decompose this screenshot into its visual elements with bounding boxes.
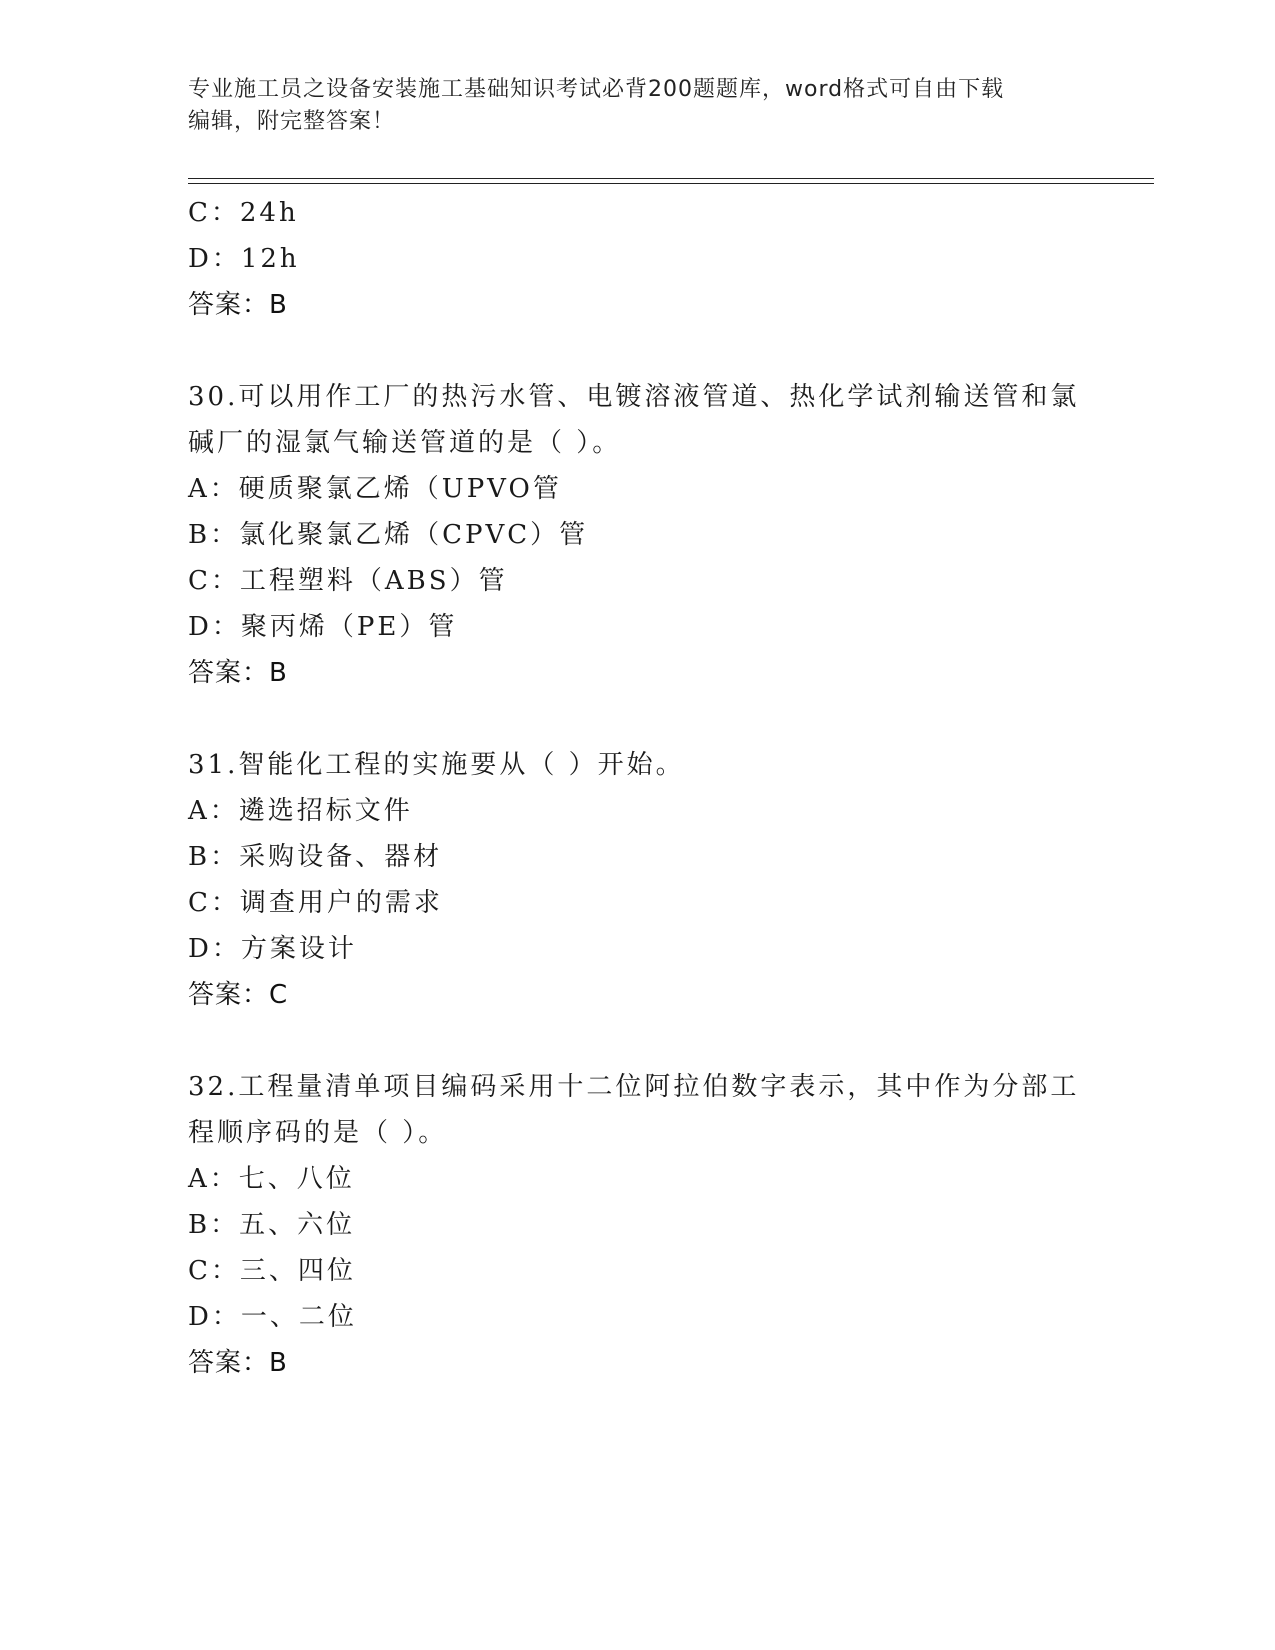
spacer [188, 328, 1088, 374]
question-31 [188, 742, 1088, 1018]
document-header [188, 74, 1088, 138]
option-b: B：五、六位 [188, 1210, 356, 1240]
question-stem-line-1: 31.智能化工程的实施要从（ ）开始。 [188, 750, 685, 780]
question-29-continued [188, 190, 1088, 328]
option-c: C：三、四位 [188, 1256, 356, 1286]
option-a: A：七、八位 [188, 1164, 355, 1194]
answer-line: 答案：C [188, 980, 289, 1010]
option-b: B：采购设备、器材 [188, 842, 443, 872]
spacer [188, 1018, 1088, 1064]
header-title-line-1: 专业施工员之设备安装施工基础知识考试必背200题题库，word格式可自由下载 [188, 77, 1005, 102]
option-b: B：氯化聚氯乙烯（CPVC）管 [188, 520, 589, 550]
question-stem-line-2: 程顺序码的是（ ）。 [188, 1118, 448, 1148]
spacer [188, 696, 1088, 742]
option-d: D：聚丙烯（PE）管 [188, 612, 458, 642]
header-title-line-2: 编辑，附完整答案！ [188, 109, 396, 134]
question-stem-line-1: 30.可以用作工厂的热污水管、电镀溶液管道、热化学试剂输送管和氯 [188, 382, 1080, 412]
answer-line: 答案：B [188, 290, 288, 320]
question-stem-line-1: 32.工程量清单项目编码采用十二位阿拉伯数字表示，其中作为分部工 [188, 1072, 1080, 1102]
option-d: D：12h [188, 244, 300, 274]
question-30 [188, 374, 1088, 696]
header-divider-bottom [188, 183, 1154, 184]
document-body [188, 190, 1088, 1386]
option-a: A：遴选招标文件 [188, 796, 413, 826]
question-stem-line-2: 碱厂的湿氯气输送管道的是（ ）。 [188, 428, 622, 458]
question-32 [188, 1064, 1088, 1386]
answer-line: 答案：B [188, 658, 288, 688]
option-c: C：24h [188, 198, 299, 228]
header-divider-top [188, 178, 1154, 179]
answer-line: 答案：B [188, 1348, 288, 1378]
option-a: A：硬质聚氯乙烯（UPVO管 [188, 474, 562, 504]
option-c: C：工程塑料（ABS）管 [188, 566, 508, 596]
option-d: D：方案设计 [188, 934, 357, 964]
option-d: D：一、二位 [188, 1302, 357, 1332]
option-c: C：调查用户的需求 [188, 888, 443, 918]
